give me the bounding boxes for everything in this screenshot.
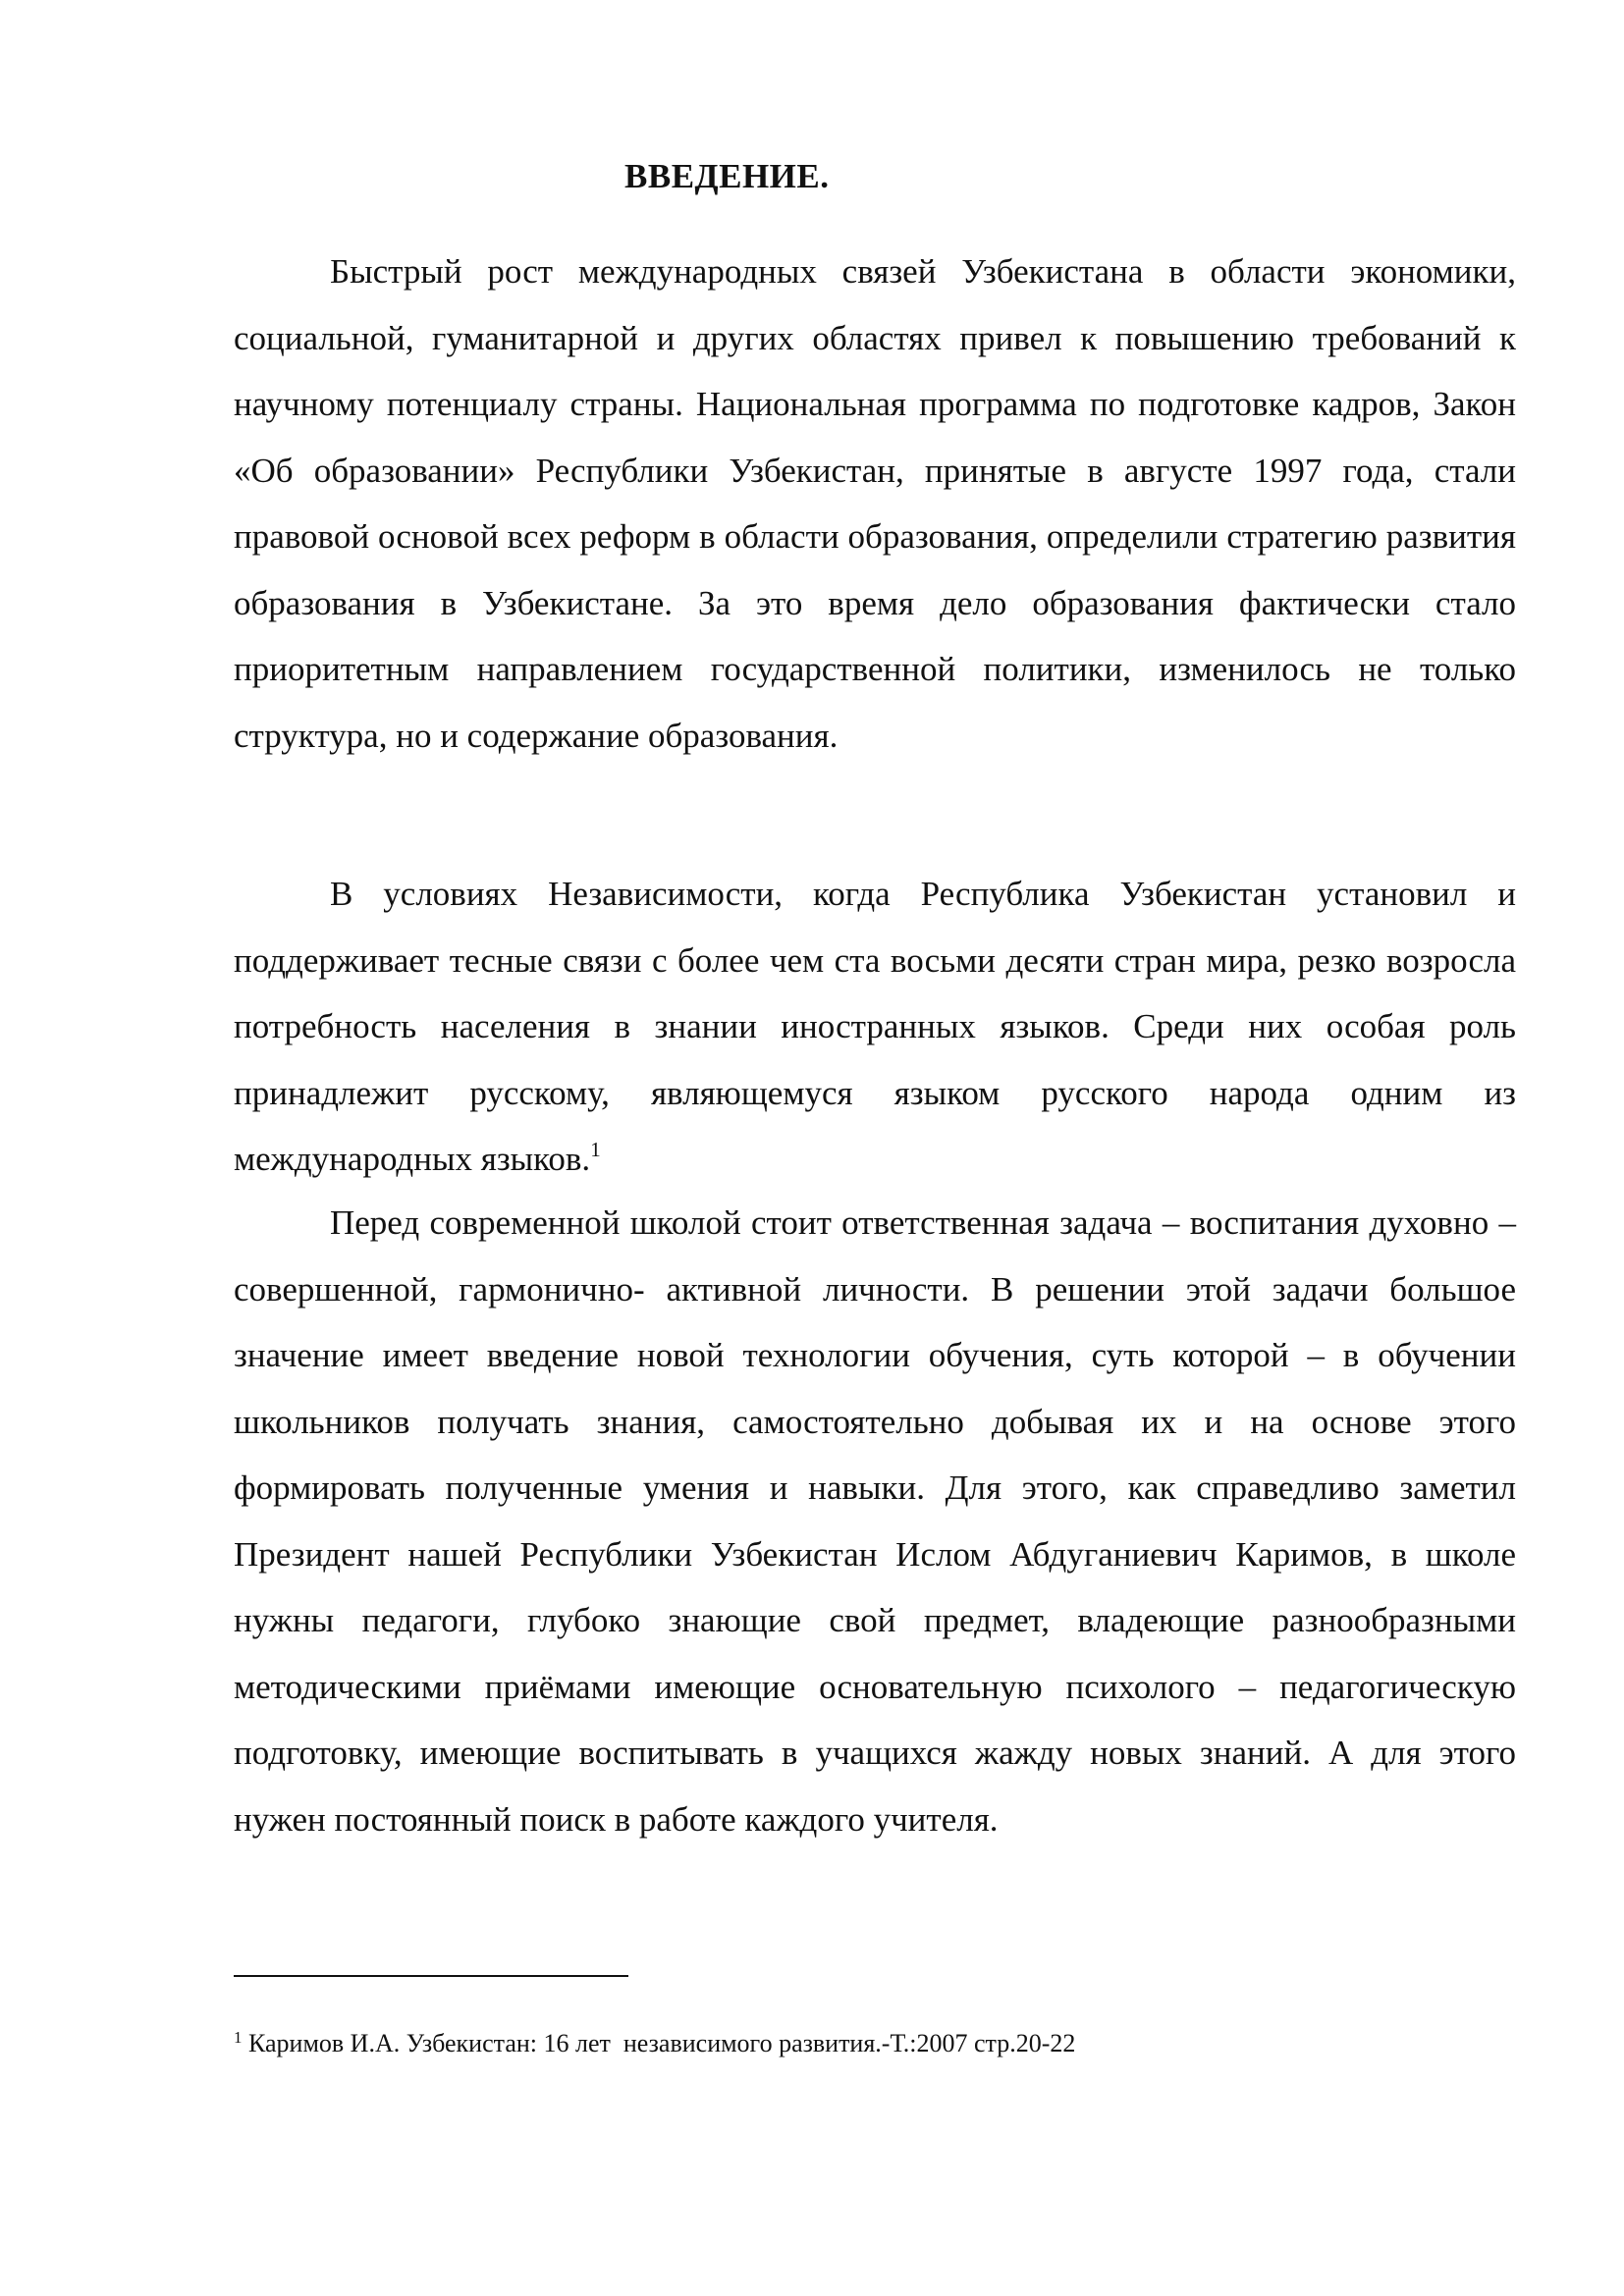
footnote-text: Каримов И.А. Узбекистан: 16 лет независимого развития.-Т.:2007 стр.20-22 <box>242 2029 1076 2057</box>
footnote-marker: 1 <box>234 2028 243 2047</box>
paragraph-3 <box>234 1190 1516 1852</box>
page-title: ВВЕДЕНИЕ. <box>624 157 830 195</box>
paragraph-1 <box>234 239 1516 769</box>
footnote-separator <box>234 1975 628 1977</box>
paragraph-3-text: Перед современной школой стоит ответственная задача – воспитания духовно – совершенной, гармонично- активной личности. В решении этой задачи большое значение имеет введение новой технологии обучения, суть которой – в обучении школьников получать знания, самостоятельно добывая их и на основе этого формировать полученные умения и навыки. Для этого, как справедливо заметил Президент нашей Республики Узбекистан Ислом Абдуганиевич Каримов, в школе нужны педагоги, глубоко знающие свой предмет, владеющие разнообразными методическими приёмами имеющие основательную психолого – педагогическую подготовку, имеющие воспитывать в учащихся жажду новых знаний. А для этого нужен постоянный поиск в работе каждого учителя. <box>234 1203 1516 1839</box>
footnote <box>234 2027 1516 2060</box>
paragraph-2 <box>234 861 1516 1193</box>
footnote-reference: 1 <box>590 1138 601 1161</box>
paragraph-1-text: Быстрый рост международных связей Узбекистана в области экономики, социальной, гуманитарной и других областях привел к повышению требований к научному потенциалу страны. Национальная программа по подготовке кадров, Закон «Об образовании» Республики Узбекистан, принятые в августе 1997 года, стали правовой основой всех реформ в области образования, определили стратегию развития образования в Узбекистане. За это время дело образования фактически стало приоритетным направлением государственной политики, изменилось не только структура, но и содержание образования. <box>234 252 1516 755</box>
paragraph-2-text: В условиях Независимости, когда Республика Узбекистан установил и поддерживает тесные связи с более чем ста восьми десяти стран мира, резко возросла потребность населения в знании иностранных языков. Среди них особая роль принадлежит русскому, являющемуся языком русского народа одним из международных языков. <box>234 875 1516 1178</box>
